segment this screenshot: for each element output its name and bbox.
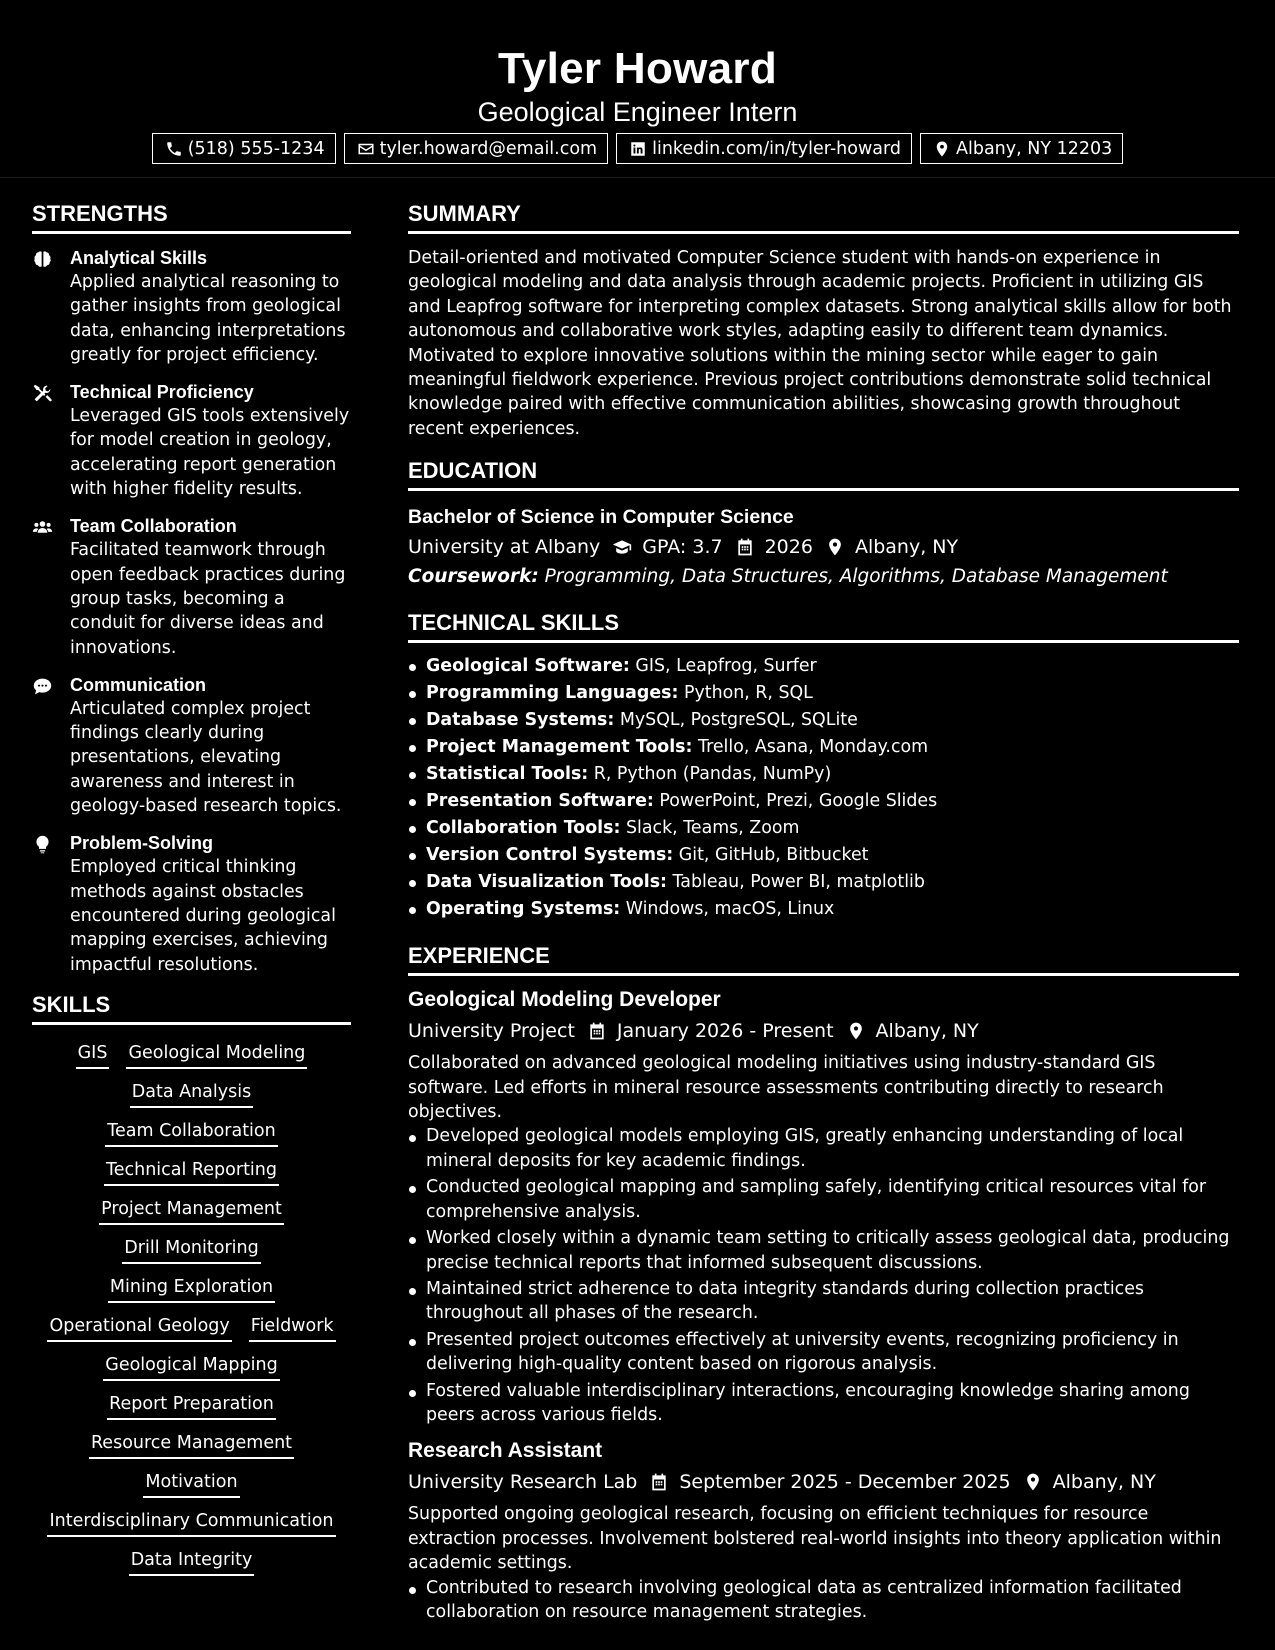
skill-values: R, Python (Pandas, NumPy) — [593, 764, 832, 785]
list-item — [408, 869, 1239, 896]
skill-category: Presentation Software: — [426, 791, 654, 812]
degree-title: Bachelor of Science in Computer Science — [408, 506, 794, 529]
list-item: Presented project outcomes effectively at university events, recognizing proficiency in delivering high-quality content based on rigorous analysis. — [408, 1328, 1239, 1377]
strength-title: Team Collaboration — [70, 516, 237, 537]
job-org: University Project — [408, 1020, 575, 1043]
skill-category: Data Visualization Tools: — [426, 872, 668, 893]
skill-values: Tableau, Power BI, matplotlib — [672, 872, 925, 893]
strength-title: Analytical Skills — [70, 248, 208, 268]
skill-category: Statistical Tools: — [426, 764, 589, 785]
map-marker-icon — [846, 1021, 866, 1041]
job-title: Geological Modeling Developer — [408, 988, 721, 1012]
job-title: Research Assistant — [408, 1439, 603, 1463]
skill-tag: Data Analysis — [130, 1080, 253, 1108]
contact-phone[interactable] — [152, 133, 336, 164]
skill-tag: Drill Monitoring — [122, 1236, 260, 1264]
skill-tag: Project Management — [99, 1197, 284, 1225]
map-marker-icon — [1023, 1472, 1043, 1492]
job-org: University Research Lab — [408, 1471, 638, 1494]
skill-values: Slack, Teams, Zoom — [625, 818, 800, 839]
resume-header — [0, 0, 1275, 178]
skill-values: Python, R, SQL — [683, 683, 813, 704]
education-heading: EDUCATION — [408, 456, 1239, 491]
calendar-icon — [735, 537, 755, 557]
skill-tag: Resource Management — [89, 1431, 294, 1459]
skill-tag: Fieldwork — [249, 1314, 336, 1342]
skill-category: Collaboration Tools: — [426, 818, 621, 839]
skill-values: PowerPoint, Prezi, Google Slides — [659, 791, 938, 812]
list-item — [408, 788, 1239, 815]
skill-values: GIS, Leapfrog, Surfer — [635, 656, 817, 677]
calendar-icon — [587, 1021, 607, 1041]
brain-icon — [32, 249, 53, 270]
list-item — [408, 734, 1239, 761]
list-item — [408, 680, 1239, 707]
skill-category: Geological Software: — [426, 656, 630, 677]
list-item: Conducted geological mapping and sampling safely, identifying critical resources vital for comprehensive analysis. — [408, 1175, 1239, 1224]
strength-desc: Facilitated teamwork through open feedback practices during group tasks, becoming a conduit for diverse ideas and innovations. — [70, 540, 346, 658]
job-description: Collaborated on advanced geological modeling initiatives using industry-standard GIS software. Led efforts in mineral resource assessments contributing directly to research objectives. — [408, 1053, 1164, 1123]
map-marker-icon — [825, 537, 845, 557]
skill-tag: Mining Exploration — [108, 1275, 275, 1303]
list-item — [408, 653, 1239, 680]
contact-email[interactable] — [344, 133, 609, 164]
summary-text: Detail-oriented and motivated Computer Science student with hands-on experience in geological modeling and data analysis through academic projects. Proficient in utilizing GIS and Leapfrog software for interpreting complex datasets. Strong analytical skills allow for both autonomous and collaborative work styles, adapting easily to different team dynamics. Motivated to explore innovative solutions within the mining sector while eager to gain meaningful fieldwork experience. Previous project contributions demonstrate solid technical knowledge paired with effective communication abilities, showcasing growth throughout recent experiences. — [408, 248, 1232, 439]
skill-values: Trello, Asana, Monday.com — [698, 737, 929, 758]
strength-title: Communication — [70, 674, 207, 695]
strength-title: Problem-Solving — [70, 833, 214, 854]
strength-item — [32, 246, 351, 367]
skill-tag: Operational Geology — [47, 1314, 231, 1342]
candidate-name: Tyler Howard — [497, 44, 778, 93]
list-item: Developed geological models employing GIS, greatly enhancing understanding of local mineral deposits for key academic findings. — [408, 1124, 1239, 1173]
skill-tag: Report Preparation — [107, 1392, 276, 1420]
skill-category: Operating Systems: — [426, 899, 621, 920]
skill-tag: GIS — [76, 1041, 110, 1069]
strength-desc: Applied analytical reasoning to gather insights from geological data, enhancing interpretations greatly for project efficiency. — [70, 272, 346, 365]
users-icon — [32, 517, 53, 538]
contact-bar — [0, 133, 1275, 164]
job-dates: September 2025 - December 2025 — [679, 1471, 1011, 1494]
skill-category: Version Control Systems: — [426, 845, 674, 866]
technical-skills-list — [408, 653, 1239, 923]
list-item: Contributed to research involving geological data as centralized information facilitated collaboration on resource management strategies. — [408, 1576, 1239, 1625]
coursework — [408, 562, 1239, 592]
skill-tag: Geological Modeling — [126, 1041, 307, 1069]
strength-item — [32, 673, 351, 818]
skill-tag: Interdisciplinary Communication — [47, 1509, 335, 1537]
strength-item — [32, 514, 351, 659]
list-item — [408, 761, 1239, 788]
skill-values: MySQL, PostgreSQL, SQLite — [619, 710, 858, 731]
list-item — [408, 815, 1239, 842]
lightbulb-icon — [32, 834, 53, 855]
skill-values: Windows, macOS, Linux — [625, 899, 835, 920]
skill-category: Project Management Tools: — [426, 737, 693, 758]
graduation-year: 2026 — [764, 536, 813, 559]
strength-title: Technical Proficiency — [70, 382, 254, 403]
strength-desc: Leveraged GIS tools extensively for model creation in geology, accelerating report generation with higher fidelity results. — [70, 406, 350, 500]
job-meta — [408, 1016, 1239, 1046]
phone-icon — [165, 140, 183, 158]
coursework-list: Programming, Data Structures, Algorithms, Database Management — [544, 566, 1168, 588]
skill-tag: Geological Mapping — [103, 1353, 279, 1381]
contact-location — [920, 133, 1123, 164]
strength-item — [32, 380, 351, 501]
job-bullets — [408, 1576, 1239, 1625]
candidate-title: Geological Engineer Intern — [477, 97, 798, 127]
skill-tag-list — [32, 1037, 351, 1576]
tools-icon — [32, 383, 53, 404]
gpa: GPA: 3.7 — [642, 536, 723, 559]
linkedin-icon — [629, 140, 647, 158]
list-item: Fostered valuable interdisciplinary interactions, encouraging knowledge sharing among peers across various fields. — [408, 1379, 1239, 1428]
skill-tag: Motivation — [143, 1470, 239, 1498]
job-entry — [408, 1436, 1239, 1624]
job-location: Albany, NY — [1052, 1471, 1156, 1494]
strength-item — [32, 831, 351, 976]
contact-email-text: tyler.howard@email.com — [379, 138, 598, 159]
skill-values: Git, GitHub, Bitbucket — [678, 845, 869, 866]
school-name: University at Albany — [408, 536, 601, 559]
list-item — [408, 842, 1239, 869]
contact-linkedin[interactable] — [616, 133, 912, 164]
list-item: Maintained strict adherence to data integrity standards during collection practices throughout all phases of the research. — [408, 1277, 1239, 1326]
list-item: Worked closely within a dynamic team setting to critically assess geological data, producing precise technical reports that informed subsequent discussions. — [408, 1226, 1239, 1275]
envelope-icon — [357, 140, 375, 158]
contact-phone-text: (518) 555-1234 — [187, 138, 325, 159]
job-entry — [408, 985, 1239, 1427]
left-column — [32, 199, 351, 1576]
experience-heading: EXPERIENCE — [408, 941, 1239, 976]
right-column — [408, 199, 1239, 1636]
strengths-heading: STRENGTHS — [32, 199, 351, 234]
contact-linkedin-text: linkedin.com/in/tyler-howard — [652, 138, 902, 159]
technical-skills-heading: TECHNICAL SKILLS — [408, 608, 1239, 643]
education-location: Albany, NY — [854, 536, 959, 559]
strength-desc: Articulated complex project findings clearly during presentations, elevating awareness and interest in geology-based research topics. — [70, 698, 342, 817]
skill-tag: Technical Reporting — [104, 1158, 279, 1186]
job-dates: January 2026 - Present — [616, 1020, 834, 1043]
graduation-cap-icon — [612, 537, 632, 557]
summary-heading: SUMMARY — [408, 199, 1239, 234]
skill-category: Programming Languages: — [426, 683, 679, 704]
job-bullets — [408, 1124, 1239, 1427]
skills-heading: SKILLS — [32, 990, 351, 1025]
list-item — [408, 707, 1239, 734]
list-item — [408, 896, 1239, 923]
comment-icon — [32, 676, 53, 697]
job-location: Albany, NY — [875, 1020, 979, 1043]
skill-tag: Team Collaboration — [105, 1119, 277, 1147]
contact-location-text: Albany, NY 12203 — [956, 138, 1113, 159]
education-meta — [408, 532, 1239, 562]
job-description: Supported ongoing geological research, focusing on efficient techniques for resource extraction processes. Involvement bolstered real-world insights into theory application within academic settings. — [408, 1504, 1222, 1574]
job-meta — [408, 1467, 1239, 1497]
skill-category: Database Systems: — [426, 710, 615, 731]
calendar-icon — [649, 1472, 669, 1492]
skill-tag: Data Integrity — [129, 1548, 255, 1576]
map-marker-icon — [933, 140, 951, 158]
coursework-label: Coursework: — [408, 566, 539, 588]
strength-desc: Employed critical thinking methods against obstacles encountered during geological mapping exercises, achieving impactful resolutions. — [70, 857, 336, 975]
